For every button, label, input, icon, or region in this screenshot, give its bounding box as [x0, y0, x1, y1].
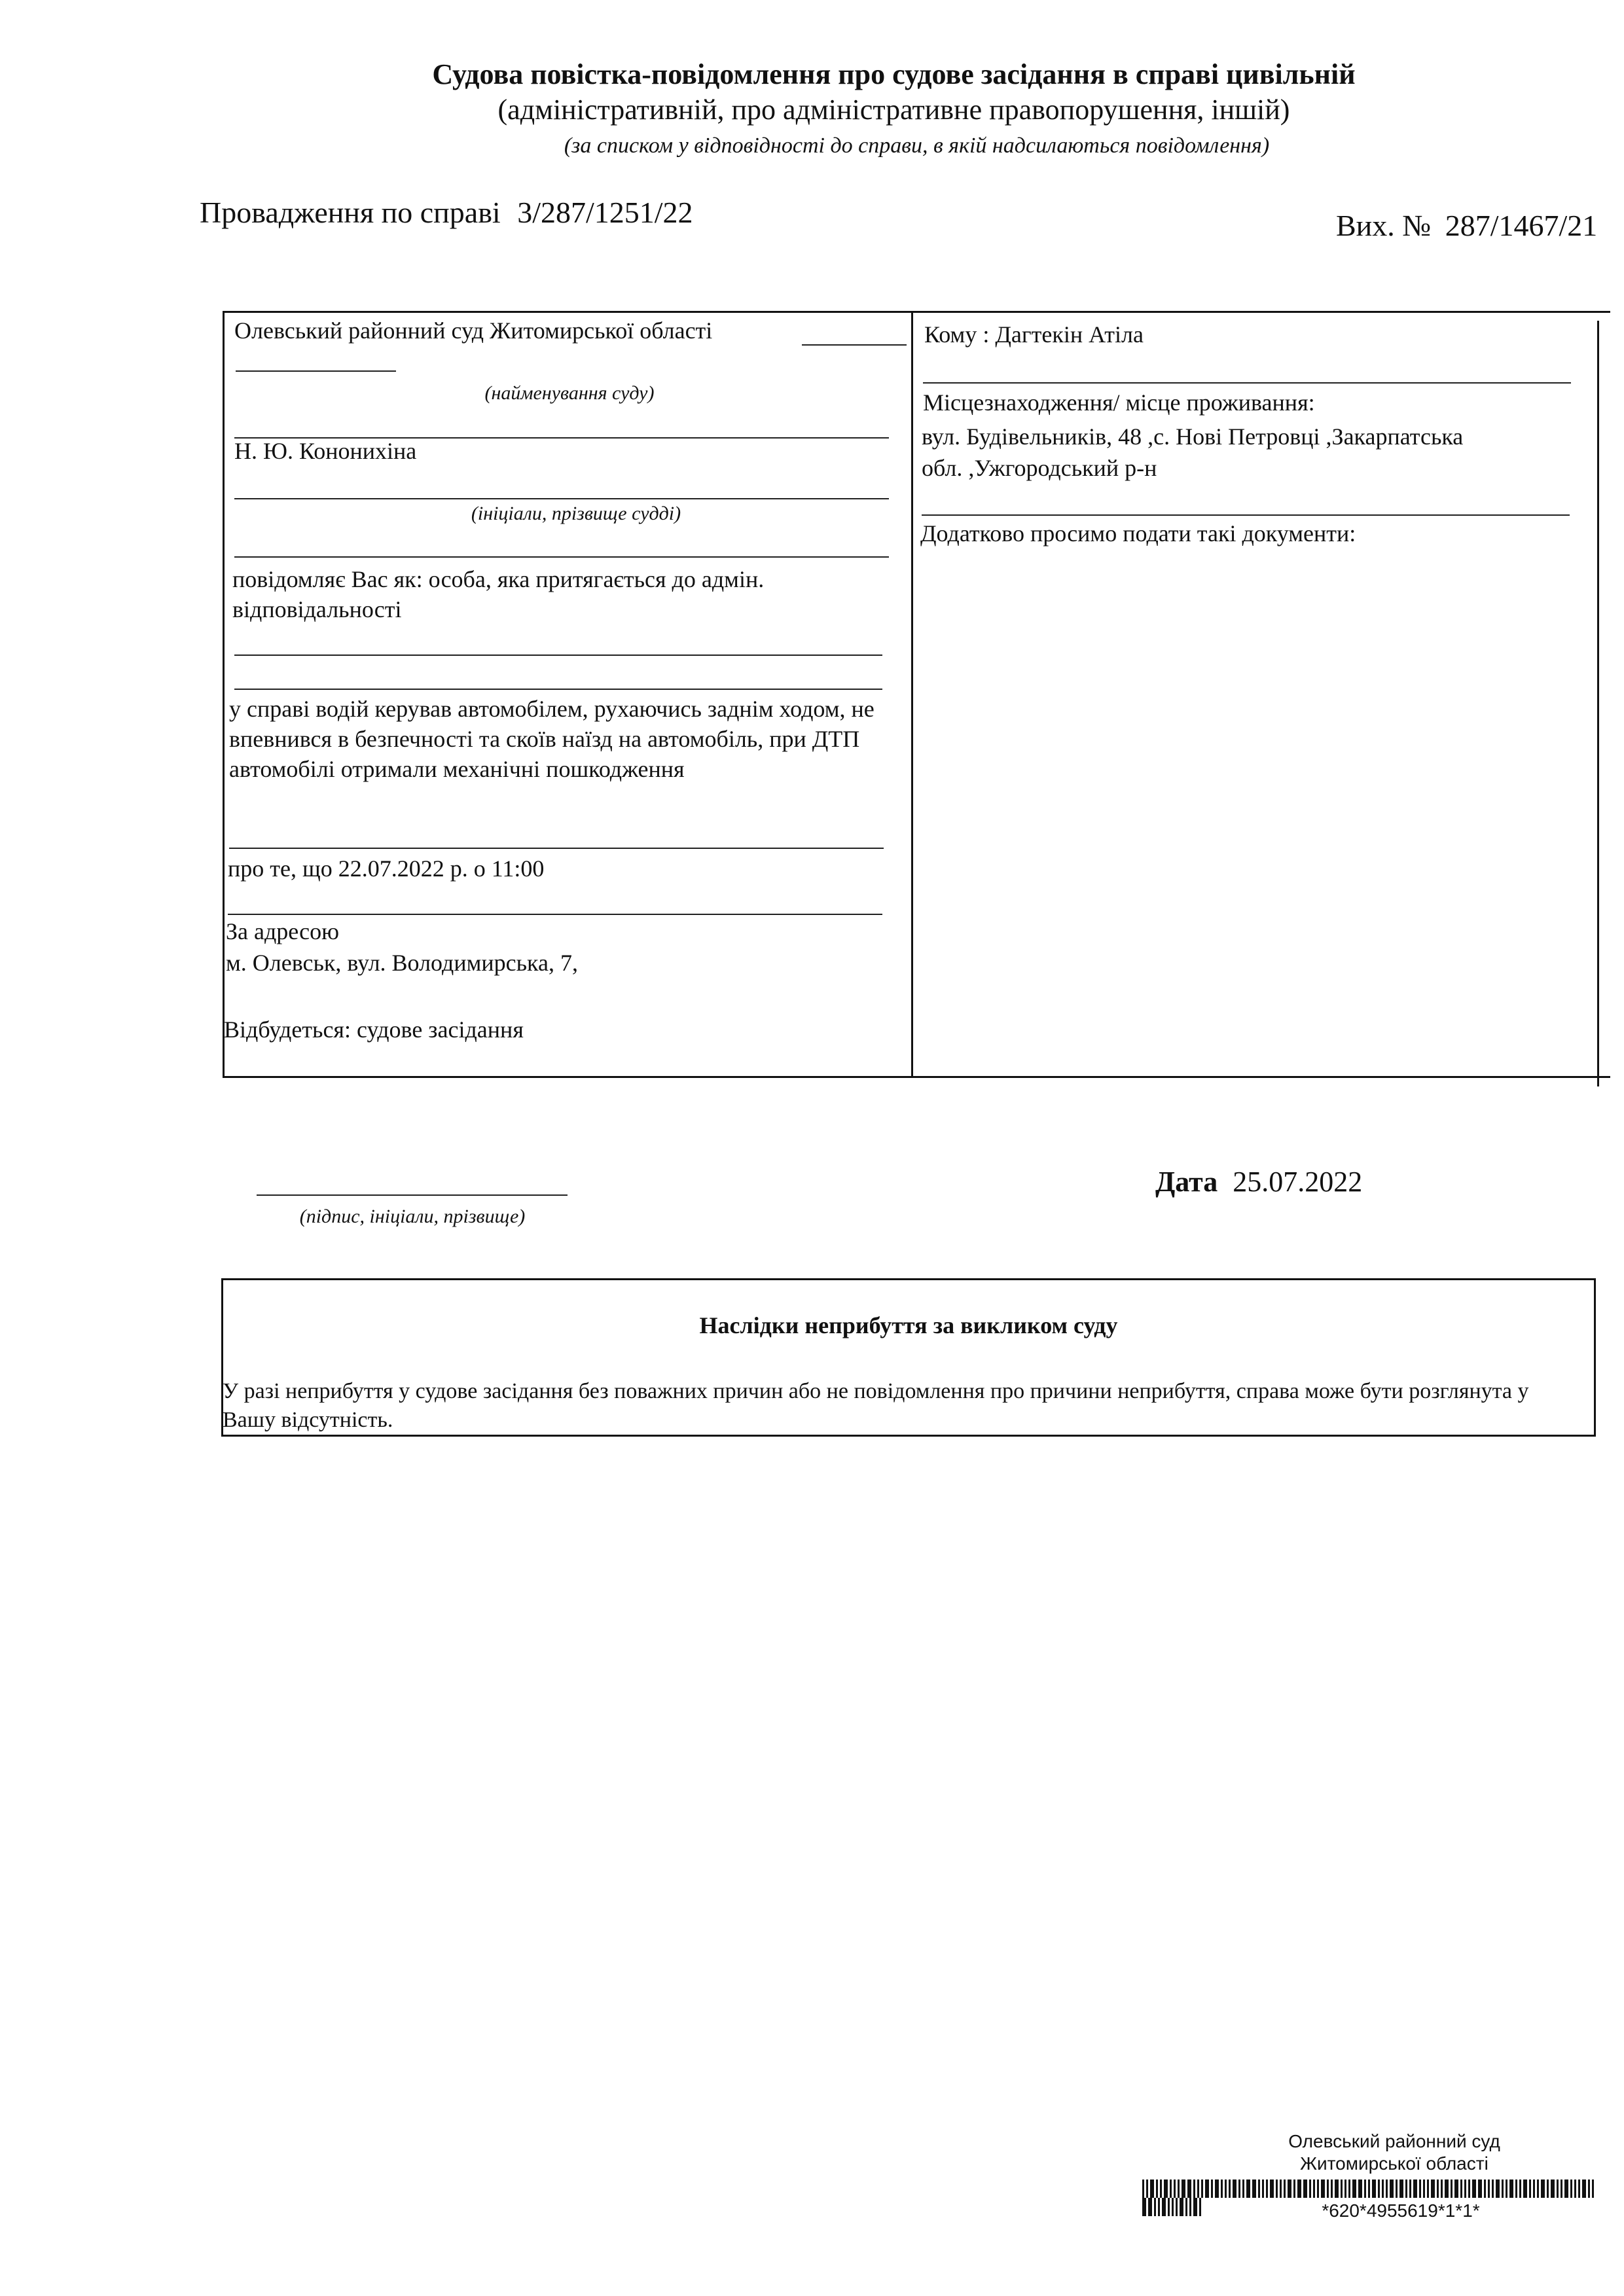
case-reference — [200, 195, 693, 230]
judge-line — [234, 498, 889, 499]
barcode-bar — [1386, 2179, 1388, 2198]
barcode-bar — [1142, 2198, 1146, 2216]
barcode-bar — [1506, 2179, 1507, 2198]
barcode-bar — [1327, 2179, 1329, 2198]
barcode-bar — [1229, 2179, 1231, 2198]
barcode-bar — [1396, 2179, 1398, 2198]
barcode-bar — [1187, 2179, 1191, 2198]
barcode-bar — [1368, 2179, 1370, 2198]
barcode-bar — [1205, 2179, 1209, 2198]
barcode-bar — [1578, 2179, 1580, 2198]
barcode-bar — [1533, 2179, 1535, 2198]
recipient-line — [923, 382, 1571, 384]
barcode-bar — [1344, 2179, 1346, 2198]
barcode-bar — [1372, 2179, 1376, 2198]
barcode-bar — [1211, 2179, 1213, 2198]
barcode-bar — [1341, 2179, 1343, 2198]
barcode-bar — [1225, 2179, 1227, 2198]
barcode-bar — [1317, 2179, 1319, 2198]
barcode-bar — [1309, 2179, 1311, 2198]
barcode-bar — [1570, 2179, 1572, 2198]
barcode-bar — [1215, 2179, 1219, 2198]
footer-court-line-2: Житомирської області — [1300, 2153, 1489, 2174]
barcode-bar — [1238, 2179, 1240, 2198]
barcode-bar — [1162, 2198, 1166, 2216]
barcode-bar — [1441, 2179, 1443, 2198]
barcode-bar — [1561, 2179, 1562, 2198]
barcode-bar — [1201, 2179, 1203, 2198]
barcode-bar — [1148, 2198, 1152, 2216]
barcode-bar — [1431, 2179, 1435, 2198]
document-subtitle: (адміністративній, про адміністративне правопорушення, іншій) — [497, 94, 1290, 126]
barcode-bar — [1266, 2179, 1268, 2198]
outgoing-number: 287/1467/21 — [1445, 209, 1598, 242]
barcode-bar — [1399, 2179, 1403, 2198]
barcode-bar — [1284, 2179, 1286, 2198]
signature-line — [257, 1194, 568, 1196]
barcode-bar — [1150, 2179, 1154, 2198]
document-note: (за списком у відповідності до справи, в якій надсилаються повідомлення) — [564, 134, 1270, 158]
address-label: За адресою — [226, 918, 340, 944]
barcode-bar — [1185, 2198, 1187, 2216]
barcode-bar — [1588, 2179, 1590, 2198]
address-value: м. Олевськ, вул. Володимирська, 7, — [226, 950, 578, 976]
consequences-title: Наслідки неприбуття за викликом суду — [699, 1312, 1118, 1338]
recipient: Кому : Дагтекін Атіла — [924, 321, 1144, 348]
barcode-bar — [1303, 2179, 1307, 2198]
barcode-bar — [1551, 2179, 1555, 2198]
barcode-bar — [1174, 2179, 1176, 2198]
court-underline-left — [236, 370, 396, 372]
date-value: 25.07.2022 — [1233, 1166, 1363, 1198]
location-label: Місцезнаходження/ місце проживання: — [923, 389, 1315, 416]
barcode-bar — [1509, 2179, 1513, 2198]
barcode-bar — [1168, 2198, 1170, 2216]
barcode-bar — [1146, 2179, 1148, 2198]
barcode-bar — [1502, 2179, 1504, 2198]
barcode-bar — [1529, 2179, 1531, 2198]
form-right-border — [1597, 321, 1599, 1086]
barcode-bar — [1164, 2179, 1168, 2198]
barcode-bar — [1574, 2179, 1576, 2198]
barcode-bar — [1242, 2179, 1244, 2198]
barcode-bar — [1156, 2179, 1158, 2198]
barcode-bar — [1541, 2179, 1545, 2198]
barcode-bar — [1492, 2179, 1494, 2198]
barcode-bar — [1358, 2179, 1362, 2198]
barcode-bar — [1172, 2198, 1174, 2216]
barcode-bar — [1189, 2198, 1191, 2216]
matter-line — [229, 848, 884, 849]
barcode-bar — [1523, 2179, 1527, 2198]
judge-name: Н. Ю. Кононихіна — [234, 438, 417, 464]
barcode-bar — [1454, 2179, 1458, 2198]
barcode-bar — [1557, 2179, 1559, 2198]
barcode-bar — [1297, 2179, 1301, 2198]
barcode-bar — [1496, 2179, 1500, 2198]
barcode-bar — [1154, 2198, 1156, 2216]
barcode-bar — [1468, 2179, 1470, 2198]
case-number: 3/287/1251/22 — [517, 196, 693, 229]
barcode-bar — [1352, 2179, 1356, 2198]
barcode-bar — [1348, 2179, 1350, 2198]
barcode-bar — [1182, 2179, 1185, 2198]
barcode-bar — [1547, 2179, 1549, 2198]
barcode-bar — [1419, 2179, 1421, 2198]
barcode-bar — [1180, 2198, 1183, 2216]
barcode-bar — [1445, 2179, 1449, 2198]
matter-text: у справі водій керував автомобілем, рухаючись заднім ходом, не впевнився в безпечності та скоїв наїзд на автомобіль, при ДТП автомобілі отримали механічні пошкодження — [229, 696, 875, 782]
barcode-bar — [1221, 2179, 1223, 2198]
extra-docs-label: Додатково просимо подати такі документи: — [920, 520, 1356, 547]
barcode-bar — [1258, 2179, 1260, 2198]
barcode-bar — [1582, 2179, 1586, 2198]
consequences-text: У разі неприбуття у судове засідання без поважних причин або не повідомлення про причини неприбуття, справа може бути розглянута у Вашу відсутність. — [223, 1379, 1529, 1432]
barcode-bar — [1484, 2179, 1486, 2198]
notify-line-2 — [234, 689, 882, 690]
court-underline-short — [802, 344, 907, 346]
barcode-bar — [1472, 2179, 1476, 2198]
barcode-bar — [1158, 2198, 1160, 2216]
barcode-bar — [1142, 2179, 1144, 2198]
barcode-bar — [1413, 2179, 1417, 2198]
barcode-bar — [1515, 2179, 1517, 2198]
location-line-1: вул. Будівельників, 48 ,с. Нові Петровці ,Закарпатська — [922, 423, 1464, 450]
case-label: Провадження по справі — [200, 196, 501, 229]
barcode-bar — [1160, 2179, 1162, 2198]
barcode-bar — [1460, 2179, 1462, 2198]
document-title: Судова повістка-повідомлення про судове засідання в справі цивільній — [432, 58, 1356, 90]
court-name: Олевський районний суд Житомирської області — [234, 317, 713, 344]
barcode-bar — [1193, 2198, 1197, 2216]
barcode-bar — [1170, 2179, 1172, 2198]
barcode-bar — [1409, 2179, 1411, 2198]
barcode-bar — [1199, 2198, 1201, 2216]
barcode-bar — [1478, 2179, 1482, 2198]
barcode-bar — [1519, 2179, 1521, 2198]
barcode-bar — [1280, 2179, 1282, 2198]
form-divider — [911, 311, 913, 1078]
barcode-bar — [1331, 2179, 1333, 2198]
barcode-bar — [1364, 2179, 1366, 2198]
judge-caption-line — [234, 556, 889, 558]
location-line — [922, 514, 1570, 516]
footer-court — [1244, 2130, 1545, 2175]
outgoing-label: Вих. № — [1336, 209, 1432, 242]
barcode-bar — [1233, 2179, 1236, 2198]
barcode-bar — [1592, 2179, 1594, 2198]
event-text: Відбудеться: судове засідання — [224, 1016, 524, 1043]
hearing-time-line — [228, 914, 882, 915]
barcode-bar — [1451, 2179, 1453, 2198]
barcode-bar — [1427, 2179, 1429, 2198]
barcode-bar — [1423, 2179, 1425, 2198]
barcode-bar — [1537, 2179, 1539, 2198]
document-date — [1155, 1165, 1362, 1198]
barcode-bar — [1246, 2179, 1250, 2198]
barcode-bar — [1193, 2179, 1195, 2198]
judge-caption: (ініціали, прізвище судді) — [471, 503, 681, 524]
footer-court-line-1: Олевський районний суд — [1288, 2131, 1500, 2151]
barcode-bar — [1270, 2179, 1274, 2198]
signature-caption: (підпис, ініціали, прізвище) — [299, 1206, 526, 1227]
barcode-text: *620*4955619*1*1* — [1322, 2200, 1480, 2221]
barcode-bar — [1390, 2179, 1394, 2198]
barcode-bar — [1382, 2179, 1384, 2198]
barcode-bar — [1564, 2179, 1568, 2198]
barcode — [1142, 2179, 1600, 2198]
barcode-bar — [1464, 2179, 1466, 2198]
barcode-bar — [1378, 2179, 1380, 2198]
date-label: Дата — [1155, 1166, 1218, 1198]
barcode-bar — [1262, 2179, 1264, 2198]
barcode-bar — [1252, 2179, 1256, 2198]
barcode-bar — [1197, 2179, 1199, 2198]
barcode-bar — [1321, 2179, 1325, 2198]
barcode-bar — [1437, 2179, 1439, 2198]
barcode-bar — [1293, 2179, 1295, 2198]
hearing-time: про те, що 22.07.2022 р. о 11:00 — [228, 855, 545, 882]
outgoing-reference — [1336, 208, 1624, 243]
barcode-bar — [1176, 2198, 1178, 2216]
barcode-bar — [1288, 2179, 1291, 2198]
barcode-bar — [1276, 2179, 1278, 2198]
notify-line-1 — [234, 655, 882, 656]
notify-text: повідомляє Вас як: особа, яка притягається до адмін. відповідальності — [232, 566, 765, 622]
barcode-bar — [1178, 2179, 1180, 2198]
barcode-bar — [1405, 2179, 1407, 2198]
barcode-bar — [1335, 2179, 1339, 2198]
location-line-2: обл. ,Ужгородський р-н — [922, 455, 1157, 481]
court-caption: (найменування суду) — [484, 382, 655, 404]
barcode-bar — [1488, 2179, 1490, 2198]
barcode-bar — [1313, 2179, 1315, 2198]
